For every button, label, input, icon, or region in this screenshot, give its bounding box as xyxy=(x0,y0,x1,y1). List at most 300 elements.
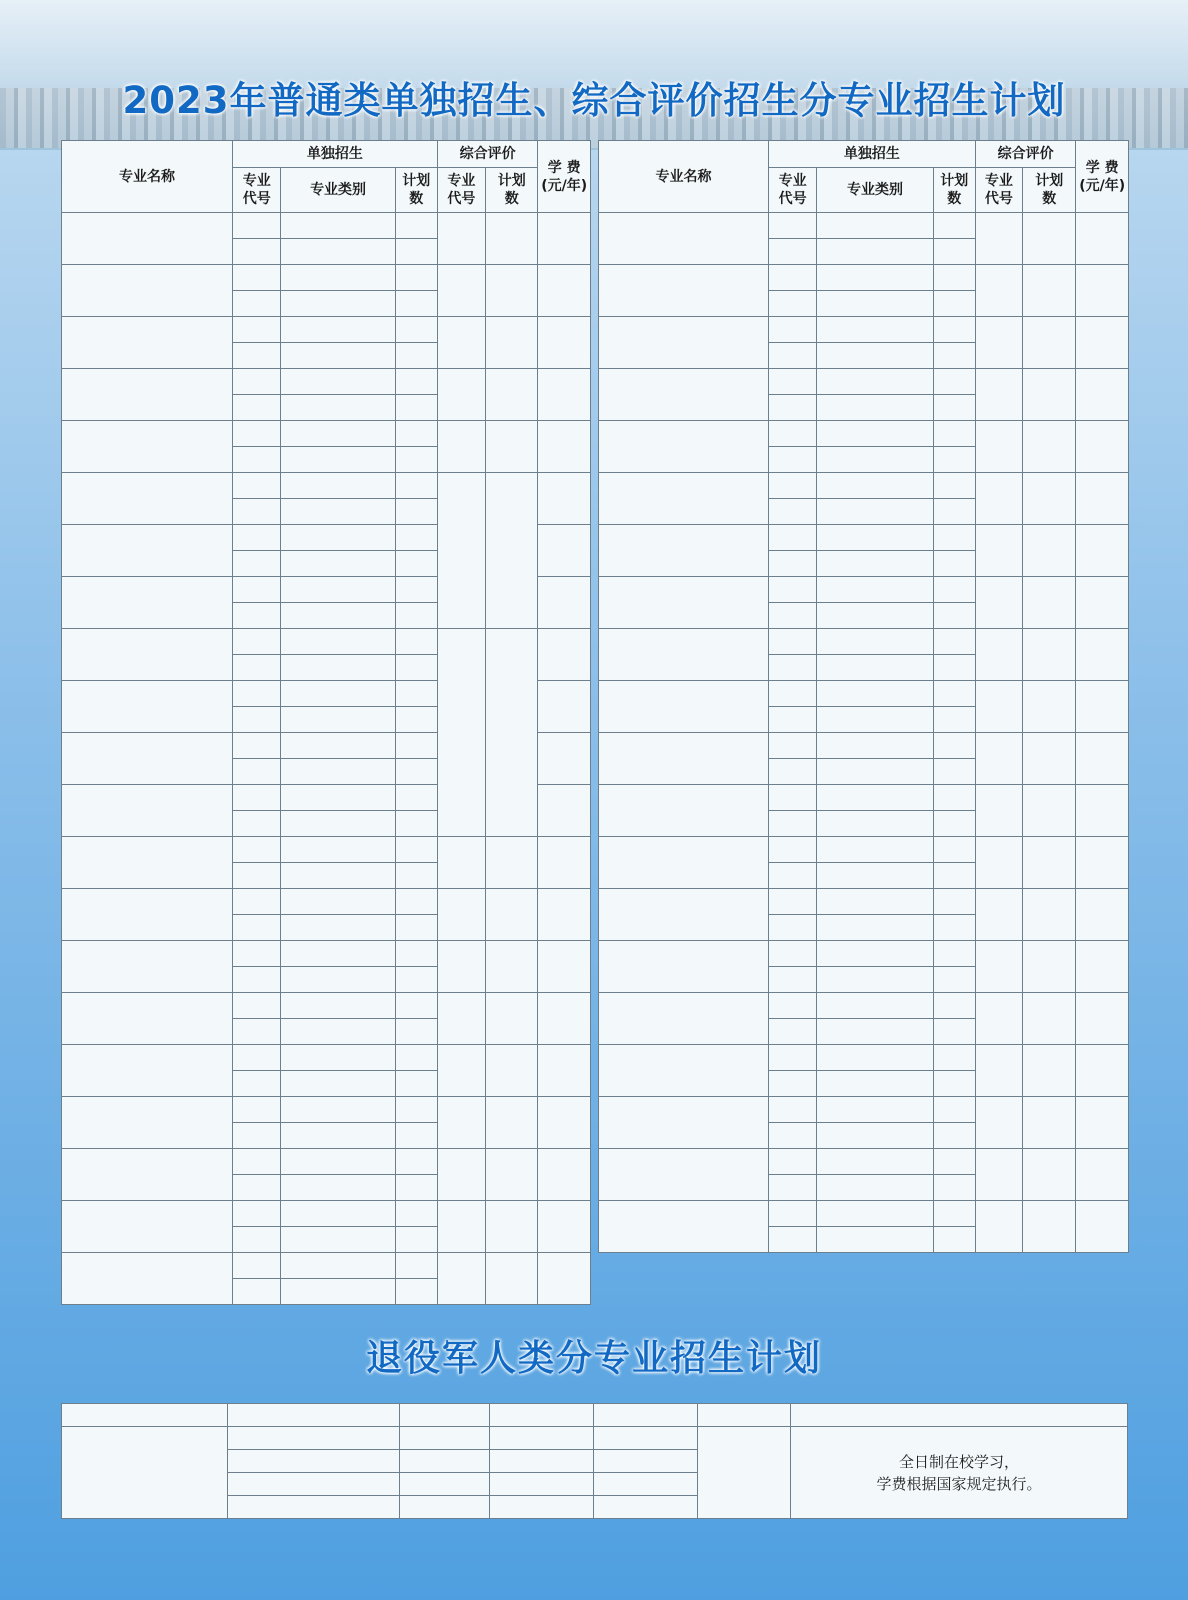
table-row xyxy=(62,837,591,863)
major-name xyxy=(62,629,233,681)
major-category xyxy=(817,707,933,733)
comprehensive-code xyxy=(975,317,1022,369)
single-plan-count xyxy=(395,863,437,889)
single-plan-count xyxy=(395,1227,437,1253)
comprehensive-plan xyxy=(486,1045,538,1097)
major-code xyxy=(233,317,281,343)
major-category xyxy=(817,577,933,603)
major-code xyxy=(769,525,817,551)
comprehensive-plan xyxy=(486,889,538,941)
major-category xyxy=(817,681,933,707)
major-code xyxy=(233,343,281,369)
major-code xyxy=(233,1201,281,1227)
veteran-section-title: 退役军人类分专业招生计划 xyxy=(365,1338,822,1379)
tuition-fee xyxy=(538,681,591,733)
single-plan-count xyxy=(933,473,975,499)
major-code xyxy=(769,317,817,343)
single-plan-count xyxy=(933,525,975,551)
table-row xyxy=(62,1427,1128,1450)
major-name xyxy=(62,1097,233,1149)
tuition-fee xyxy=(538,213,591,265)
comprehensive-code xyxy=(437,941,485,993)
major-category xyxy=(281,447,395,473)
single-plan-count xyxy=(933,395,975,421)
major-code xyxy=(769,499,817,525)
major-code xyxy=(769,239,817,265)
tuition-fee xyxy=(538,317,591,369)
major-name xyxy=(599,265,769,317)
single-plan-count xyxy=(933,1123,975,1149)
major-code xyxy=(769,707,817,733)
tuition-fee xyxy=(1076,213,1129,265)
tuition-fee xyxy=(1076,525,1129,577)
major-code xyxy=(233,941,281,967)
major-category xyxy=(817,733,933,759)
enrollment-plan-table-left xyxy=(61,140,591,1305)
major-code xyxy=(769,395,817,421)
major-code xyxy=(769,889,817,915)
col-header-single-enrollment: 单独招生 xyxy=(769,141,976,168)
single-plan-count xyxy=(933,1201,975,1227)
single-plan-count xyxy=(933,863,975,889)
major-name xyxy=(62,369,233,421)
major-category xyxy=(281,915,395,941)
major-category xyxy=(281,1123,395,1149)
header-row xyxy=(62,1404,1128,1427)
major-category xyxy=(281,629,395,655)
major-category xyxy=(281,785,395,811)
major-code xyxy=(769,681,817,707)
comprehensive-code xyxy=(437,473,485,629)
col-header-code: 专业 代号 xyxy=(233,168,281,213)
major-code xyxy=(769,343,817,369)
major-category xyxy=(817,421,933,447)
major-code xyxy=(233,1279,281,1305)
single-plan-count xyxy=(933,967,975,993)
major-code xyxy=(233,655,281,681)
table-row xyxy=(599,889,1129,915)
comprehensive-code xyxy=(975,369,1022,421)
single-plan-count xyxy=(933,837,975,863)
major-category xyxy=(281,1097,395,1123)
major-category xyxy=(281,603,395,629)
comprehensive-plan xyxy=(1022,1201,1076,1253)
single-plan-count xyxy=(395,525,437,551)
major-code xyxy=(769,551,817,577)
table-row xyxy=(599,421,1129,447)
single-plan-count xyxy=(395,1149,437,1175)
col-header-plan: 计划 数 xyxy=(486,168,538,213)
single-plan-count xyxy=(933,291,975,317)
single-plan-count xyxy=(395,577,437,603)
major-category xyxy=(281,525,395,551)
comprehensive-plan xyxy=(486,1097,538,1149)
table-row xyxy=(62,317,591,343)
table-row xyxy=(62,629,591,655)
major-code xyxy=(233,785,281,811)
major-category xyxy=(281,681,395,707)
tuition-fee xyxy=(538,369,591,421)
comprehensive-code xyxy=(975,889,1022,941)
enrollment-plan-table-right xyxy=(598,140,1129,1253)
major-category xyxy=(281,759,395,785)
major-category xyxy=(817,343,933,369)
comprehensive-plan xyxy=(1022,733,1076,785)
major-code xyxy=(769,733,817,759)
major-name xyxy=(62,473,233,525)
single-plan-count xyxy=(395,1097,437,1123)
tuition-fee xyxy=(1076,993,1129,1045)
major-code xyxy=(400,1496,490,1519)
major-code xyxy=(233,1149,281,1175)
major-code xyxy=(769,447,817,473)
tuition-fee xyxy=(1076,889,1129,941)
single-plan-count xyxy=(395,291,437,317)
major-code xyxy=(233,915,281,941)
table-row xyxy=(62,993,591,1019)
major-code xyxy=(233,681,281,707)
major-category xyxy=(817,759,933,785)
major-code xyxy=(233,1097,281,1123)
major-code xyxy=(400,1450,490,1473)
col-header-code: 专业 代号 xyxy=(437,168,485,213)
table-row xyxy=(599,941,1129,967)
major-category xyxy=(817,785,933,811)
single-plan-count xyxy=(490,1496,594,1519)
comprehensive-code xyxy=(975,213,1022,265)
major-category xyxy=(817,603,933,629)
major-name xyxy=(62,941,233,993)
major-category xyxy=(817,1201,933,1227)
veteran-col-header xyxy=(62,1404,228,1427)
comprehensive-code xyxy=(975,473,1022,525)
comprehensive-code xyxy=(975,265,1022,317)
major-name xyxy=(62,265,233,317)
single-plan-count xyxy=(395,343,437,369)
tuition-fee xyxy=(1076,733,1129,785)
single-plan-count xyxy=(933,941,975,967)
major-category xyxy=(817,1227,933,1253)
major-code xyxy=(769,863,817,889)
major-category xyxy=(281,1175,395,1201)
single-plan-count xyxy=(933,1097,975,1123)
table-row xyxy=(599,577,1129,603)
major-code xyxy=(769,1097,817,1123)
major-category xyxy=(281,499,395,525)
veteran-col-header xyxy=(698,1404,791,1427)
single-plan-count xyxy=(395,1045,437,1071)
major-category xyxy=(281,967,395,993)
major-code xyxy=(233,395,281,421)
major-code xyxy=(400,1473,490,1496)
major-name xyxy=(599,369,769,421)
table-row xyxy=(599,213,1129,239)
major-code xyxy=(769,265,817,291)
major-code xyxy=(233,993,281,1019)
veteran-col-header xyxy=(791,1404,1128,1427)
single-plan-count xyxy=(395,473,437,499)
comprehensive-plan xyxy=(1022,837,1076,889)
major-code xyxy=(233,603,281,629)
major-category xyxy=(817,369,933,395)
comprehensive-plan xyxy=(1022,941,1076,993)
comprehensive-plan xyxy=(1022,213,1076,265)
veteran-col-header xyxy=(594,1404,698,1427)
table-row xyxy=(599,1201,1129,1227)
tuition-fee xyxy=(538,1045,591,1097)
comprehensive-code xyxy=(437,1253,485,1305)
single-plan-count xyxy=(395,551,437,577)
major-category xyxy=(281,889,395,915)
col-header-comprehensive: 综合评价 xyxy=(975,141,1076,168)
major-code xyxy=(769,655,817,681)
single-plan-count xyxy=(395,1071,437,1097)
comprehensive-plan xyxy=(486,837,538,889)
tuition-fee xyxy=(538,525,591,577)
major-code xyxy=(233,707,281,733)
single-plan-count xyxy=(933,317,975,343)
major-category xyxy=(281,863,395,889)
tuition-fee xyxy=(1076,1045,1129,1097)
major-code xyxy=(233,239,281,265)
comprehensive-plan xyxy=(1022,1097,1076,1149)
single-plan-count xyxy=(933,421,975,447)
major-code xyxy=(769,291,817,317)
comprehensive-plan xyxy=(486,421,538,473)
col-header-comprehensive: 综合评价 xyxy=(437,141,538,168)
major-category xyxy=(817,629,933,655)
major-code xyxy=(233,525,281,551)
table-row xyxy=(599,265,1129,291)
veteran-col-header xyxy=(228,1404,400,1427)
major-name xyxy=(599,213,769,265)
single-plan-count xyxy=(933,265,975,291)
single-plan-count xyxy=(395,1279,437,1305)
major-code xyxy=(769,915,817,941)
single-plan-count xyxy=(395,655,437,681)
tuition-fee xyxy=(538,577,591,629)
major-code xyxy=(769,369,817,395)
major-category xyxy=(817,655,933,681)
table-row xyxy=(599,681,1129,707)
major-category xyxy=(281,1227,395,1253)
single-plan-count xyxy=(395,967,437,993)
major-category xyxy=(817,265,933,291)
major-name xyxy=(599,837,769,889)
table-row xyxy=(599,1045,1129,1071)
major-name xyxy=(599,681,769,733)
major-category xyxy=(281,1019,395,1045)
col-header-major-name: 专业名称 xyxy=(599,141,769,213)
single-plan-count xyxy=(490,1427,594,1450)
comprehensive-code xyxy=(437,889,485,941)
major-name xyxy=(62,993,233,1045)
table-row xyxy=(599,525,1129,551)
major-name xyxy=(228,1473,400,1496)
major-code xyxy=(769,213,817,239)
comprehensive-code xyxy=(975,577,1022,629)
major-category xyxy=(817,993,933,1019)
table-row xyxy=(599,473,1129,499)
major-name xyxy=(599,1097,769,1149)
major-category xyxy=(594,1473,698,1496)
major-code xyxy=(769,473,817,499)
major-code xyxy=(769,1123,817,1149)
major-category xyxy=(817,837,933,863)
major-code xyxy=(233,369,281,395)
major-category xyxy=(281,291,395,317)
major-category xyxy=(281,837,395,863)
single-plan-count xyxy=(395,1123,437,1149)
major-code xyxy=(769,837,817,863)
major-name xyxy=(228,1450,400,1473)
major-code xyxy=(769,1149,817,1175)
major-code xyxy=(769,811,817,837)
major-code xyxy=(233,291,281,317)
major-category xyxy=(817,1123,933,1149)
comprehensive-code xyxy=(437,265,485,317)
major-name xyxy=(599,1149,769,1201)
major-name xyxy=(599,785,769,837)
tuition-fee xyxy=(538,629,591,681)
tuition-fee xyxy=(1076,1097,1129,1149)
comprehensive-plan xyxy=(1022,785,1076,837)
tuition-fee xyxy=(538,889,591,941)
major-code xyxy=(769,785,817,811)
major-category xyxy=(817,551,933,577)
major-code xyxy=(233,1253,281,1279)
table-row xyxy=(62,1045,591,1071)
major-category xyxy=(281,369,395,395)
major-code xyxy=(769,1227,817,1253)
single-plan-count xyxy=(933,759,975,785)
major-code xyxy=(233,967,281,993)
major-name xyxy=(599,1045,769,1097)
comprehensive-plan xyxy=(1022,265,1076,317)
table-row xyxy=(62,941,591,967)
remarks: 全日制在校学习， 学费根据国家规定执行。 xyxy=(791,1427,1128,1519)
single-plan-count xyxy=(933,1019,975,1045)
major-category xyxy=(281,1201,395,1227)
comprehensive-code xyxy=(437,1149,485,1201)
major-name xyxy=(62,213,233,265)
single-plan-count xyxy=(933,551,975,577)
single-plan-count xyxy=(933,681,975,707)
major-code xyxy=(769,1019,817,1045)
col-header-plan: 计划 数 xyxy=(395,168,437,213)
comprehensive-code xyxy=(975,993,1022,1045)
major-category xyxy=(281,551,395,577)
major-category xyxy=(281,1149,395,1175)
table-row xyxy=(62,421,591,447)
major-category xyxy=(817,499,933,525)
tuition-fee xyxy=(1076,421,1129,473)
major-code xyxy=(769,577,817,603)
single-plan-count xyxy=(395,785,437,811)
comprehensive-code xyxy=(975,1097,1022,1149)
col-header-fee: 学 费 (元/年) xyxy=(1076,141,1129,213)
major-code xyxy=(233,265,281,291)
major-category xyxy=(817,1071,933,1097)
table-row xyxy=(62,1097,591,1123)
major-category xyxy=(817,811,933,837)
comprehensive-code xyxy=(975,837,1022,889)
single-plan-count xyxy=(933,993,975,1019)
major-name xyxy=(228,1496,400,1519)
tuition-fee xyxy=(538,265,591,317)
tuition-fee xyxy=(1076,785,1129,837)
comprehensive-code xyxy=(975,733,1022,785)
major-category xyxy=(817,1097,933,1123)
col-header-fee: 学 费 (元/年) xyxy=(538,141,591,213)
comprehensive-plan xyxy=(486,993,538,1045)
comprehensive-code xyxy=(975,525,1022,577)
single-plan-count xyxy=(395,1019,437,1045)
major-category xyxy=(817,889,933,915)
major-category xyxy=(281,1253,395,1279)
major-category xyxy=(281,213,395,239)
comprehensive-plan xyxy=(1022,1045,1076,1097)
major-category xyxy=(817,317,933,343)
major-name xyxy=(62,1149,233,1201)
table-row xyxy=(62,473,591,499)
page-title: 2023年普通类单独招生、综合评价招生分专业招生计划 xyxy=(122,79,1066,122)
tuition-fee xyxy=(1076,681,1129,733)
single-plan-count xyxy=(395,629,437,655)
single-plan-count xyxy=(395,993,437,1019)
major-category xyxy=(817,1175,933,1201)
major-category xyxy=(281,733,395,759)
major-category xyxy=(817,863,933,889)
single-plan-count xyxy=(395,1175,437,1201)
comprehensive-code xyxy=(437,317,485,369)
major-code xyxy=(233,1123,281,1149)
comprehensive-plan xyxy=(1022,369,1076,421)
single-plan-count xyxy=(395,239,437,265)
comprehensive-code xyxy=(975,1149,1022,1201)
tuition-fee xyxy=(538,993,591,1045)
single-plan-count xyxy=(933,811,975,837)
comprehensive-plan xyxy=(486,369,538,421)
single-plan-count xyxy=(933,785,975,811)
single-plan-count xyxy=(395,889,437,915)
table-row xyxy=(599,317,1129,343)
major-category xyxy=(817,941,933,967)
major-name xyxy=(62,421,233,473)
tuition-fee xyxy=(538,1253,591,1305)
single-plan-count xyxy=(395,915,437,941)
single-plan-count xyxy=(933,1175,975,1201)
single-plan-count xyxy=(395,681,437,707)
comprehensive-plan xyxy=(1022,889,1076,941)
comprehensive-plan xyxy=(486,473,538,629)
comprehensive-plan xyxy=(1022,421,1076,473)
single-plan-count xyxy=(933,707,975,733)
single-plan-count xyxy=(933,499,975,525)
major-category xyxy=(281,265,395,291)
single-plan-count xyxy=(395,213,437,239)
major-code xyxy=(233,863,281,889)
major-code xyxy=(233,837,281,863)
major-name xyxy=(62,317,233,369)
major-code xyxy=(233,629,281,655)
major-code xyxy=(769,629,817,655)
comprehensive-plan xyxy=(486,1149,538,1201)
tuition-fee xyxy=(538,733,591,785)
single-plan-count xyxy=(395,707,437,733)
single-plan-count xyxy=(933,889,975,915)
major-category xyxy=(281,707,395,733)
